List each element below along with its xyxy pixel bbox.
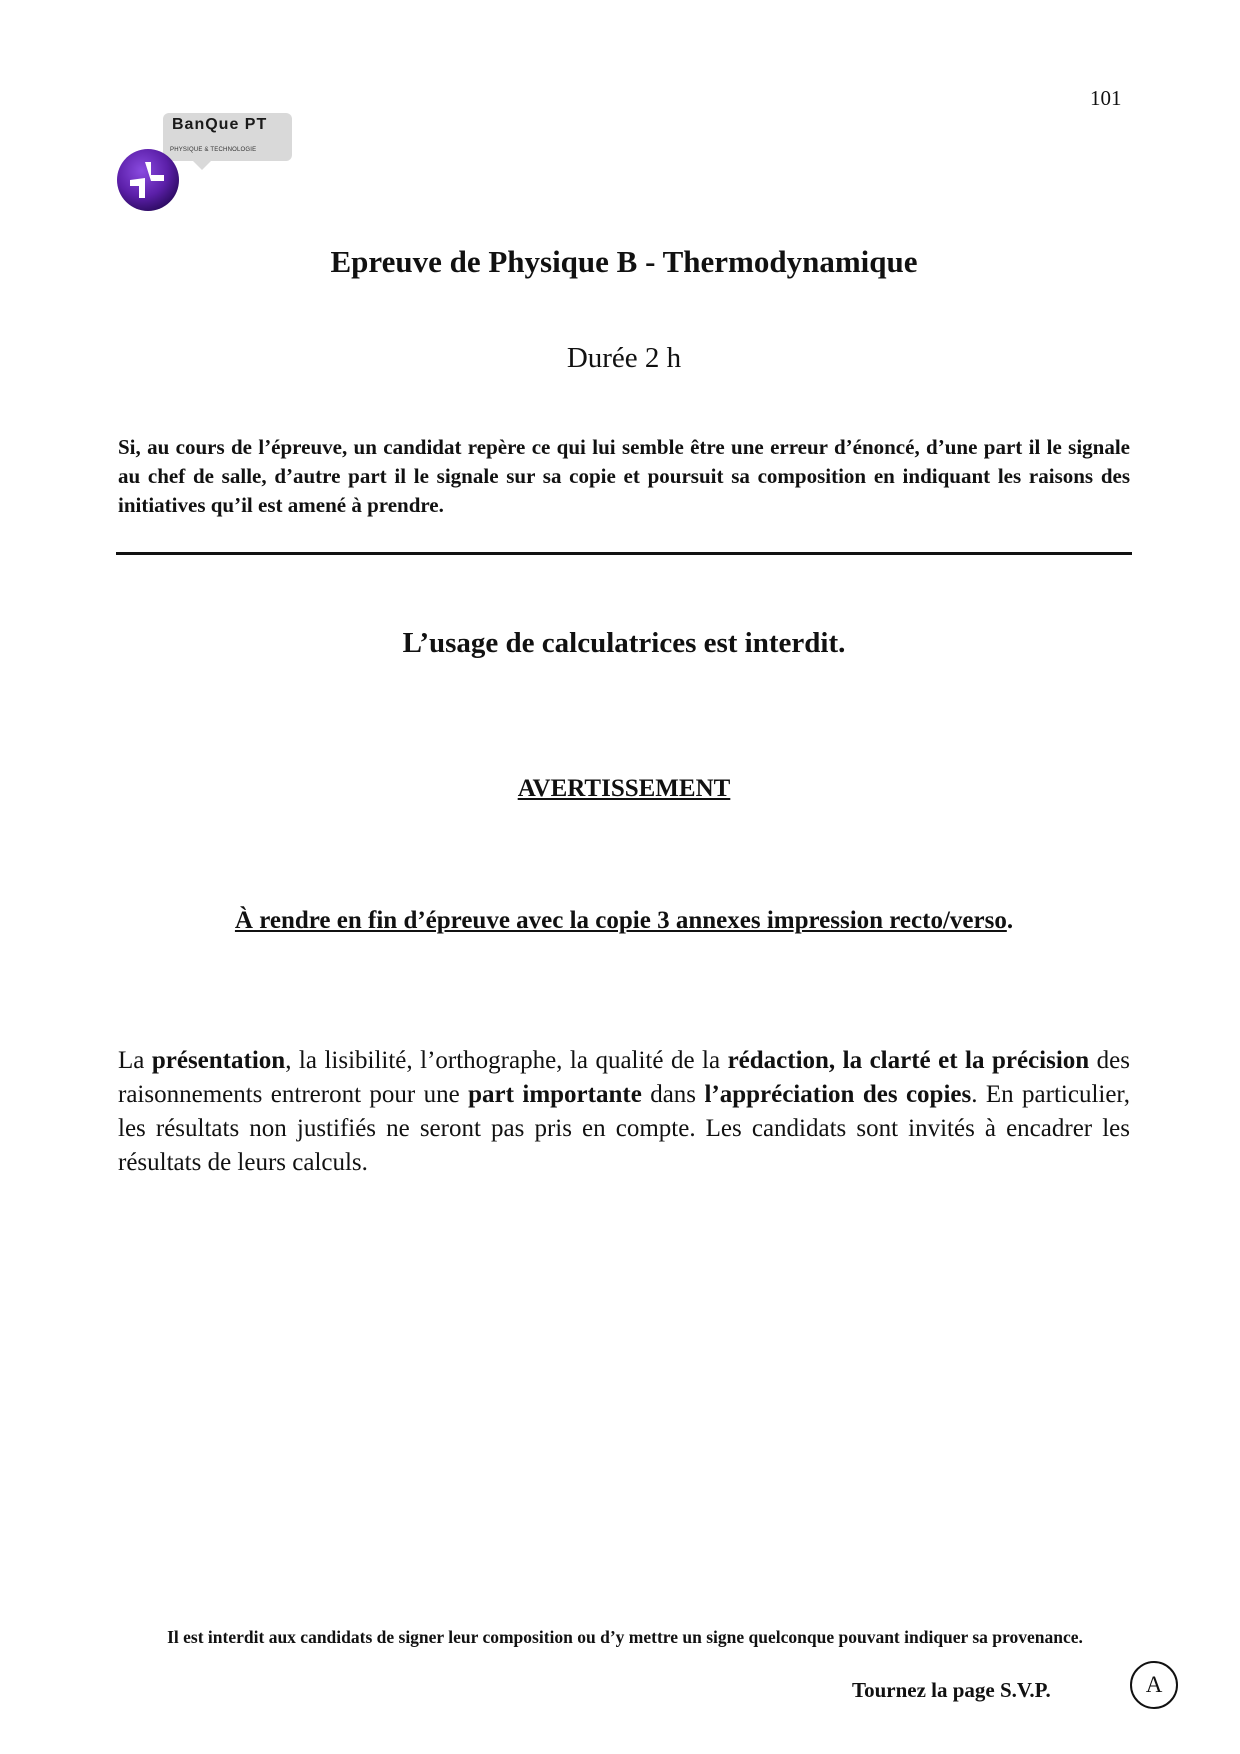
page-number: 101 <box>1090 86 1122 110</box>
exam-duration: Durée 2 h <box>566 342 682 374</box>
presentation-text: dans <box>641 1081 705 1108</box>
presentation-text: La <box>118 1047 152 1074</box>
exam-title: Epreuve de Physique B - Thermodynamique <box>330 244 918 279</box>
presentation-bold: l’appréciation des copies <box>704 1081 972 1108</box>
presentation-bold: rédaction, la clarté et la précision <box>727 1047 1090 1074</box>
presentation-text: . En particulier, les résultats non justifiés ne seront pas pris en compte. Les candidats sont invités à encadrer les résultats de leurs calculs. <box>118 1081 1131 1176</box>
annex-note-end: . <box>1006 907 1014 934</box>
presentation-bold: présentation <box>151 1047 286 1074</box>
calculator-note: L’usage de calculatrices est interdit. <box>402 627 846 659</box>
turn-page-note: Tournez la page S.V.P. <box>852 1678 1051 1702</box>
presentation-paragraph <box>118 1044 1130 1180</box>
logo-subtitle: PHYSIQUE & TECHNOLOGIE <box>170 147 257 153</box>
annex-note <box>116 907 1132 935</box>
logo-disc-icon <box>116 148 180 212</box>
presentation-bold: part importante <box>468 1081 642 1108</box>
presentation-text: des raisonnements entreront pour une <box>118 1047 1130 1108</box>
presentation-text: , la lisibilité, l’orthographe, la qualité de la <box>285 1047 728 1074</box>
footer-warning: Il est interdit aux candidats de signer leur composition ou d’y mettre un signe quelconque pouvant indiquer sa provenance. <box>167 1627 1083 1647</box>
version-badge: A <box>1130 1661 1178 1709</box>
annex-note-text: À rendre en fin d’épreuve avec la copie 3 annexes impression recto/verso <box>234 907 1007 934</box>
logo-brand: BanQue PT <box>172 116 268 133</box>
banque-pt-logo <box>116 110 296 210</box>
horizontal-rule <box>116 552 1132 555</box>
warning-title: AVERTISSEMENT <box>517 775 731 802</box>
error-notice: Si, au cours de l’épreuve, un candidat repère ce qui lui semble être une erreur d’énoncé, d’une part il le signale au chef de salle, d’autre part il le signale sur sa copie et poursuit sa composition en indiquant les raisons des initiatives qu’il est amené à prendre. <box>118 435 1130 517</box>
